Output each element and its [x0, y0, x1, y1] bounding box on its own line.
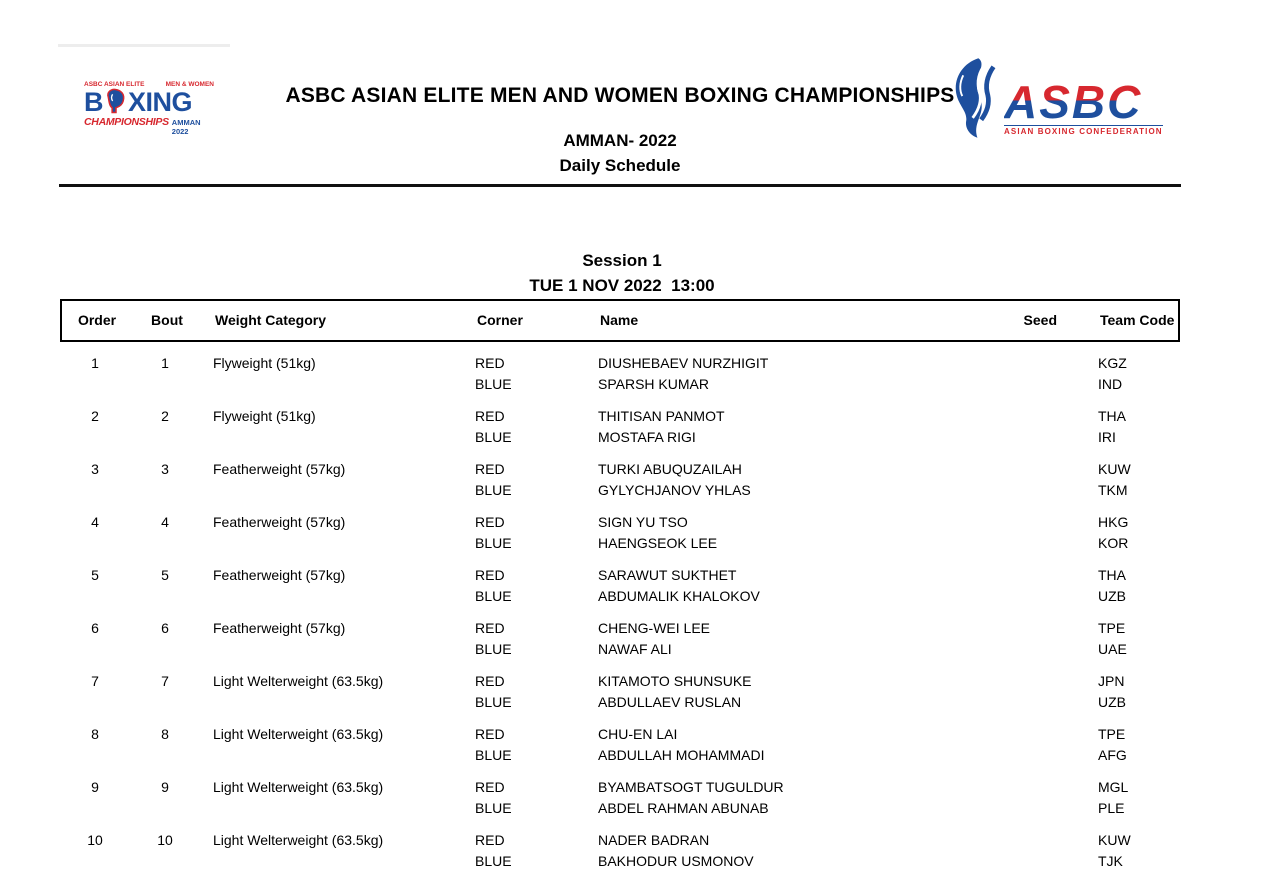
column-header-weight: Weight Category — [215, 312, 326, 329]
red-boxer-name: SARAWUT SUKTHET — [598, 567, 737, 583]
order-cell: 7 — [91, 673, 99, 689]
blue-boxer-name: BAKHODUR USMONOV — [598, 853, 754, 869]
team-code-cell — [1075, 671, 1176, 713]
order-cell: 2 — [91, 408, 99, 424]
bout-cell: 2 — [161, 408, 169, 424]
seed-cell — [985, 406, 1075, 448]
seed-cell — [985, 724, 1075, 766]
table-row — [60, 766, 1180, 819]
red-team-code: THA — [1098, 408, 1126, 424]
session-title: Session 1 — [582, 251, 662, 270]
seed-cell — [985, 459, 1075, 501]
red-seed — [985, 830, 1055, 851]
blue-seed — [985, 586, 1055, 607]
blue-team-code: UAE — [1098, 641, 1127, 657]
blue-seed — [985, 798, 1055, 819]
bout-cell: 10 — [157, 832, 173, 848]
name-cell — [585, 777, 985, 819]
table-row — [60, 607, 1180, 660]
logo-amman-year-text: AMMAN 2022 — [171, 118, 201, 137]
logo-championships-text: CHAMPIONSHIPS — [84, 116, 169, 129]
session-datetime: TUE 1 NOV 2022 13:00 — [529, 276, 715, 295]
header-divider-rule — [59, 184, 1181, 187]
blue-team-code: IRI — [1098, 429, 1116, 445]
red-boxer-name: CHU-EN LAI — [598, 726, 678, 742]
red-boxer-name: DIUSHEBAEV NURZHIGIT — [598, 355, 769, 371]
table-row — [60, 713, 1180, 766]
order-cell: 1 — [91, 355, 99, 371]
corner-cell — [462, 353, 585, 395]
blue-boxer-name: MOSTAFA RIGI — [598, 429, 696, 445]
red-team-code: TPE — [1098, 726, 1126, 742]
blue-seed — [985, 851, 1055, 872]
page-title: ASBC ASIAN ELITE MEN AND WOMEN BOXING CHAMPIONSHIPS — [285, 84, 955, 107]
blue-seed — [985, 427, 1055, 448]
red-seed — [985, 406, 1055, 427]
bout-cell: 1 — [161, 355, 169, 371]
asbc-confederation-logo — [950, 55, 1163, 143]
red-boxer-name: THITISAN PANMOT — [598, 408, 725, 424]
order-cell: 9 — [91, 779, 99, 795]
table-row — [60, 501, 1180, 554]
red-team-code: THA — [1098, 567, 1126, 583]
weight-category-cell: Flyweight (51kg) — [213, 355, 316, 371]
bout-cell: 4 — [161, 514, 169, 530]
corner-blue-label: BLUE — [475, 747, 512, 763]
asbc-logo-text — [1004, 76, 1163, 137]
red-team-code: MGL — [1098, 779, 1129, 795]
corner-cell — [462, 406, 585, 448]
bout-cell: 9 — [161, 779, 169, 795]
table-row — [60, 819, 1180, 872]
red-seed — [985, 565, 1055, 586]
red-seed — [985, 353, 1055, 374]
bout-cell: 7 — [161, 673, 169, 689]
corner-blue-label: BLUE — [475, 588, 512, 604]
table-row — [60, 660, 1180, 713]
corner-red-label: RED — [475, 673, 505, 689]
corner-red-label: RED — [475, 567, 505, 583]
order-cell: 6 — [91, 620, 99, 636]
order-cell: 10 — [87, 832, 103, 848]
team-code-cell — [1075, 830, 1176, 872]
blue-boxer-name: ABDULLAH MOHAMMADI — [598, 747, 765, 763]
order-cell: 3 — [91, 461, 99, 477]
corner-red-label: RED — [475, 779, 505, 795]
name-cell — [585, 512, 985, 554]
seed-cell — [985, 671, 1075, 713]
bout-cell: 6 — [161, 620, 169, 636]
corner-blue-label: BLUE — [475, 694, 512, 710]
corner-cell — [462, 777, 585, 819]
blue-boxer-name: ABDUMALIK KHALOKOV — [598, 588, 760, 604]
weight-category-cell: Light Welterweight (63.5kg) — [213, 673, 384, 689]
red-team-code: KUW — [1098, 461, 1131, 477]
red-seed — [985, 512, 1055, 533]
corner-cell — [462, 724, 585, 766]
order-cell: 5 — [91, 567, 99, 583]
blue-seed — [985, 533, 1055, 554]
bout-cell: 3 — [161, 461, 169, 477]
name-cell — [585, 724, 985, 766]
blue-seed — [985, 639, 1055, 660]
column-header-name: Name — [600, 312, 639, 329]
red-seed — [985, 671, 1055, 692]
team-code-cell — [1075, 618, 1176, 660]
weight-category-cell: Flyweight (51kg) — [213, 408, 316, 424]
red-team-code: JPN — [1098, 673, 1125, 689]
blue-team-code: KOR — [1098, 535, 1129, 551]
column-header-team-code: Team Code — [1100, 312, 1175, 329]
blue-boxer-name: ABDULLAEV RUSLAN — [598, 694, 742, 710]
fist-swoosh-icon — [950, 55, 1002, 141]
table-row — [60, 554, 1180, 607]
seed-cell — [985, 565, 1075, 607]
seed-cell — [985, 618, 1075, 660]
asbc-tagline: ASIAN BOXING CONFEDERATION — [1004, 127, 1163, 137]
weight-category-cell: Featherweight (57kg) — [213, 567, 346, 583]
red-seed — [985, 724, 1055, 745]
name-cell — [585, 459, 985, 501]
name-cell — [585, 830, 985, 872]
blue-team-code: IND — [1098, 376, 1123, 392]
corner-blue-label: BLUE — [475, 482, 512, 498]
corner-cell — [462, 512, 585, 554]
weight-category-cell: Light Welterweight (63.5kg) — [213, 779, 384, 795]
corner-blue-label: BLUE — [475, 429, 512, 445]
red-boxer-name: TURKI ABUQUZAILAH — [598, 461, 742, 477]
column-header-corner: Corner — [477, 312, 523, 329]
corner-blue-label: BLUE — [475, 376, 512, 392]
red-seed — [985, 777, 1055, 798]
red-team-code: KUW — [1098, 832, 1131, 848]
weight-category-cell: Light Welterweight (63.5kg) — [213, 726, 384, 742]
document-type-heading: Daily Schedule — [559, 156, 681, 175]
weight-category-cell: Light Welterweight (63.5kg) — [213, 832, 384, 848]
corner-blue-label: BLUE — [475, 641, 512, 657]
team-code-cell — [1075, 777, 1176, 819]
blue-boxer-name: SPARSH KUMAR — [598, 376, 709, 392]
corner-cell — [462, 565, 585, 607]
column-header-seed: Seed — [1023, 312, 1057, 329]
red-boxer-name: SIGN YU TSO — [598, 514, 688, 530]
column-header-order: Order — [77, 312, 117, 329]
blue-boxer-name: NAWAF ALI — [598, 641, 672, 657]
corner-cell — [462, 459, 585, 501]
blue-seed — [985, 374, 1055, 395]
team-code-cell — [1075, 724, 1176, 766]
name-cell — [585, 565, 985, 607]
seed-cell — [985, 830, 1075, 872]
table-row — [60, 342, 1180, 395]
blue-team-code: AFG — [1098, 747, 1127, 763]
scan-artifact-line — [58, 44, 230, 47]
seed-cell — [985, 512, 1075, 554]
red-seed — [985, 618, 1055, 639]
red-boxer-name: NADER BADRAN — [598, 832, 710, 848]
seed-cell — [985, 353, 1075, 395]
event-city-year: AMMAN- 2022 — [563, 131, 677, 150]
corner-cell — [462, 618, 585, 660]
schedule-table-rows — [60, 342, 1180, 872]
corner-red-label: RED — [475, 461, 505, 477]
red-team-code: HKG — [1098, 514, 1129, 530]
order-cell: 8 — [91, 726, 99, 742]
blue-team-code: TJK — [1098, 853, 1123, 869]
logo-boxing-xing: XING — [128, 86, 193, 117]
blue-boxer-name: ABDEL RAHMAN ABUNAB — [598, 800, 769, 816]
column-header-bout: Bout — [151, 312, 183, 329]
corner-blue-label: BLUE — [475, 800, 512, 816]
corner-cell — [462, 830, 585, 872]
corner-blue-label: BLUE — [475, 535, 512, 551]
corner-red-label: RED — [475, 832, 505, 848]
weight-category-cell: Featherweight (57kg) — [213, 620, 346, 636]
corner-red-label: RED — [475, 726, 505, 742]
schedule-table-header — [60, 299, 1180, 342]
red-team-code: TPE — [1098, 620, 1126, 636]
bout-cell: 5 — [161, 567, 169, 583]
weight-category-cell: Featherweight (57kg) — [213, 461, 346, 477]
blue-team-code: UZB — [1098, 694, 1126, 710]
table-row — [60, 395, 1180, 448]
blue-team-code: TKM — [1098, 482, 1128, 498]
blue-seed — [985, 480, 1055, 501]
blue-team-code: PLE — [1098, 800, 1125, 816]
logo-boxing-b: B — [84, 86, 103, 117]
corner-blue-label: BLUE — [475, 853, 512, 869]
logo-elite-text: ASBC ASIAN ELITE — [84, 81, 145, 88]
red-boxer-name: KITAMOTO SHUNSUKE — [598, 673, 752, 689]
team-code-cell — [1075, 353, 1176, 395]
team-code-cell — [1075, 459, 1176, 501]
corner-red-label: RED — [475, 514, 505, 530]
name-cell — [585, 353, 985, 395]
corner-red-label: RED — [475, 355, 505, 371]
team-code-cell — [1075, 565, 1176, 607]
corner-red-label: RED — [475, 620, 505, 636]
name-cell — [585, 406, 985, 448]
blue-boxer-name: HAENGSEOK LEE — [598, 535, 718, 551]
logo-menwomen-text: MEN & WOMEN — [165, 81, 214, 88]
corner-red-label: RED — [475, 408, 505, 424]
red-team-code: KGZ — [1098, 355, 1127, 371]
asbc-acronym: ASBC — [1004, 81, 1163, 123]
corner-cell — [462, 671, 585, 713]
red-seed — [985, 459, 1055, 480]
blue-team-code: UZB — [1098, 588, 1126, 604]
bout-cell: 8 — [161, 726, 169, 742]
red-boxer-name: BYAMBATSOGT TUGULDUR — [598, 779, 784, 795]
name-cell — [585, 618, 985, 660]
name-cell — [585, 671, 985, 713]
blue-seed — [985, 692, 1055, 713]
red-boxer-name: CHENG-WEI LEE — [598, 620, 711, 636]
blue-seed — [985, 745, 1055, 766]
table-row — [60, 448, 1180, 501]
order-cell: 4 — [91, 514, 99, 530]
weight-category-cell: Featherweight (57kg) — [213, 514, 346, 530]
blue-boxer-name: GYLYCHJANOV YHLAS — [598, 482, 751, 498]
team-code-cell — [1075, 406, 1176, 448]
team-code-cell — [1075, 512, 1176, 554]
seed-cell — [985, 777, 1075, 819]
